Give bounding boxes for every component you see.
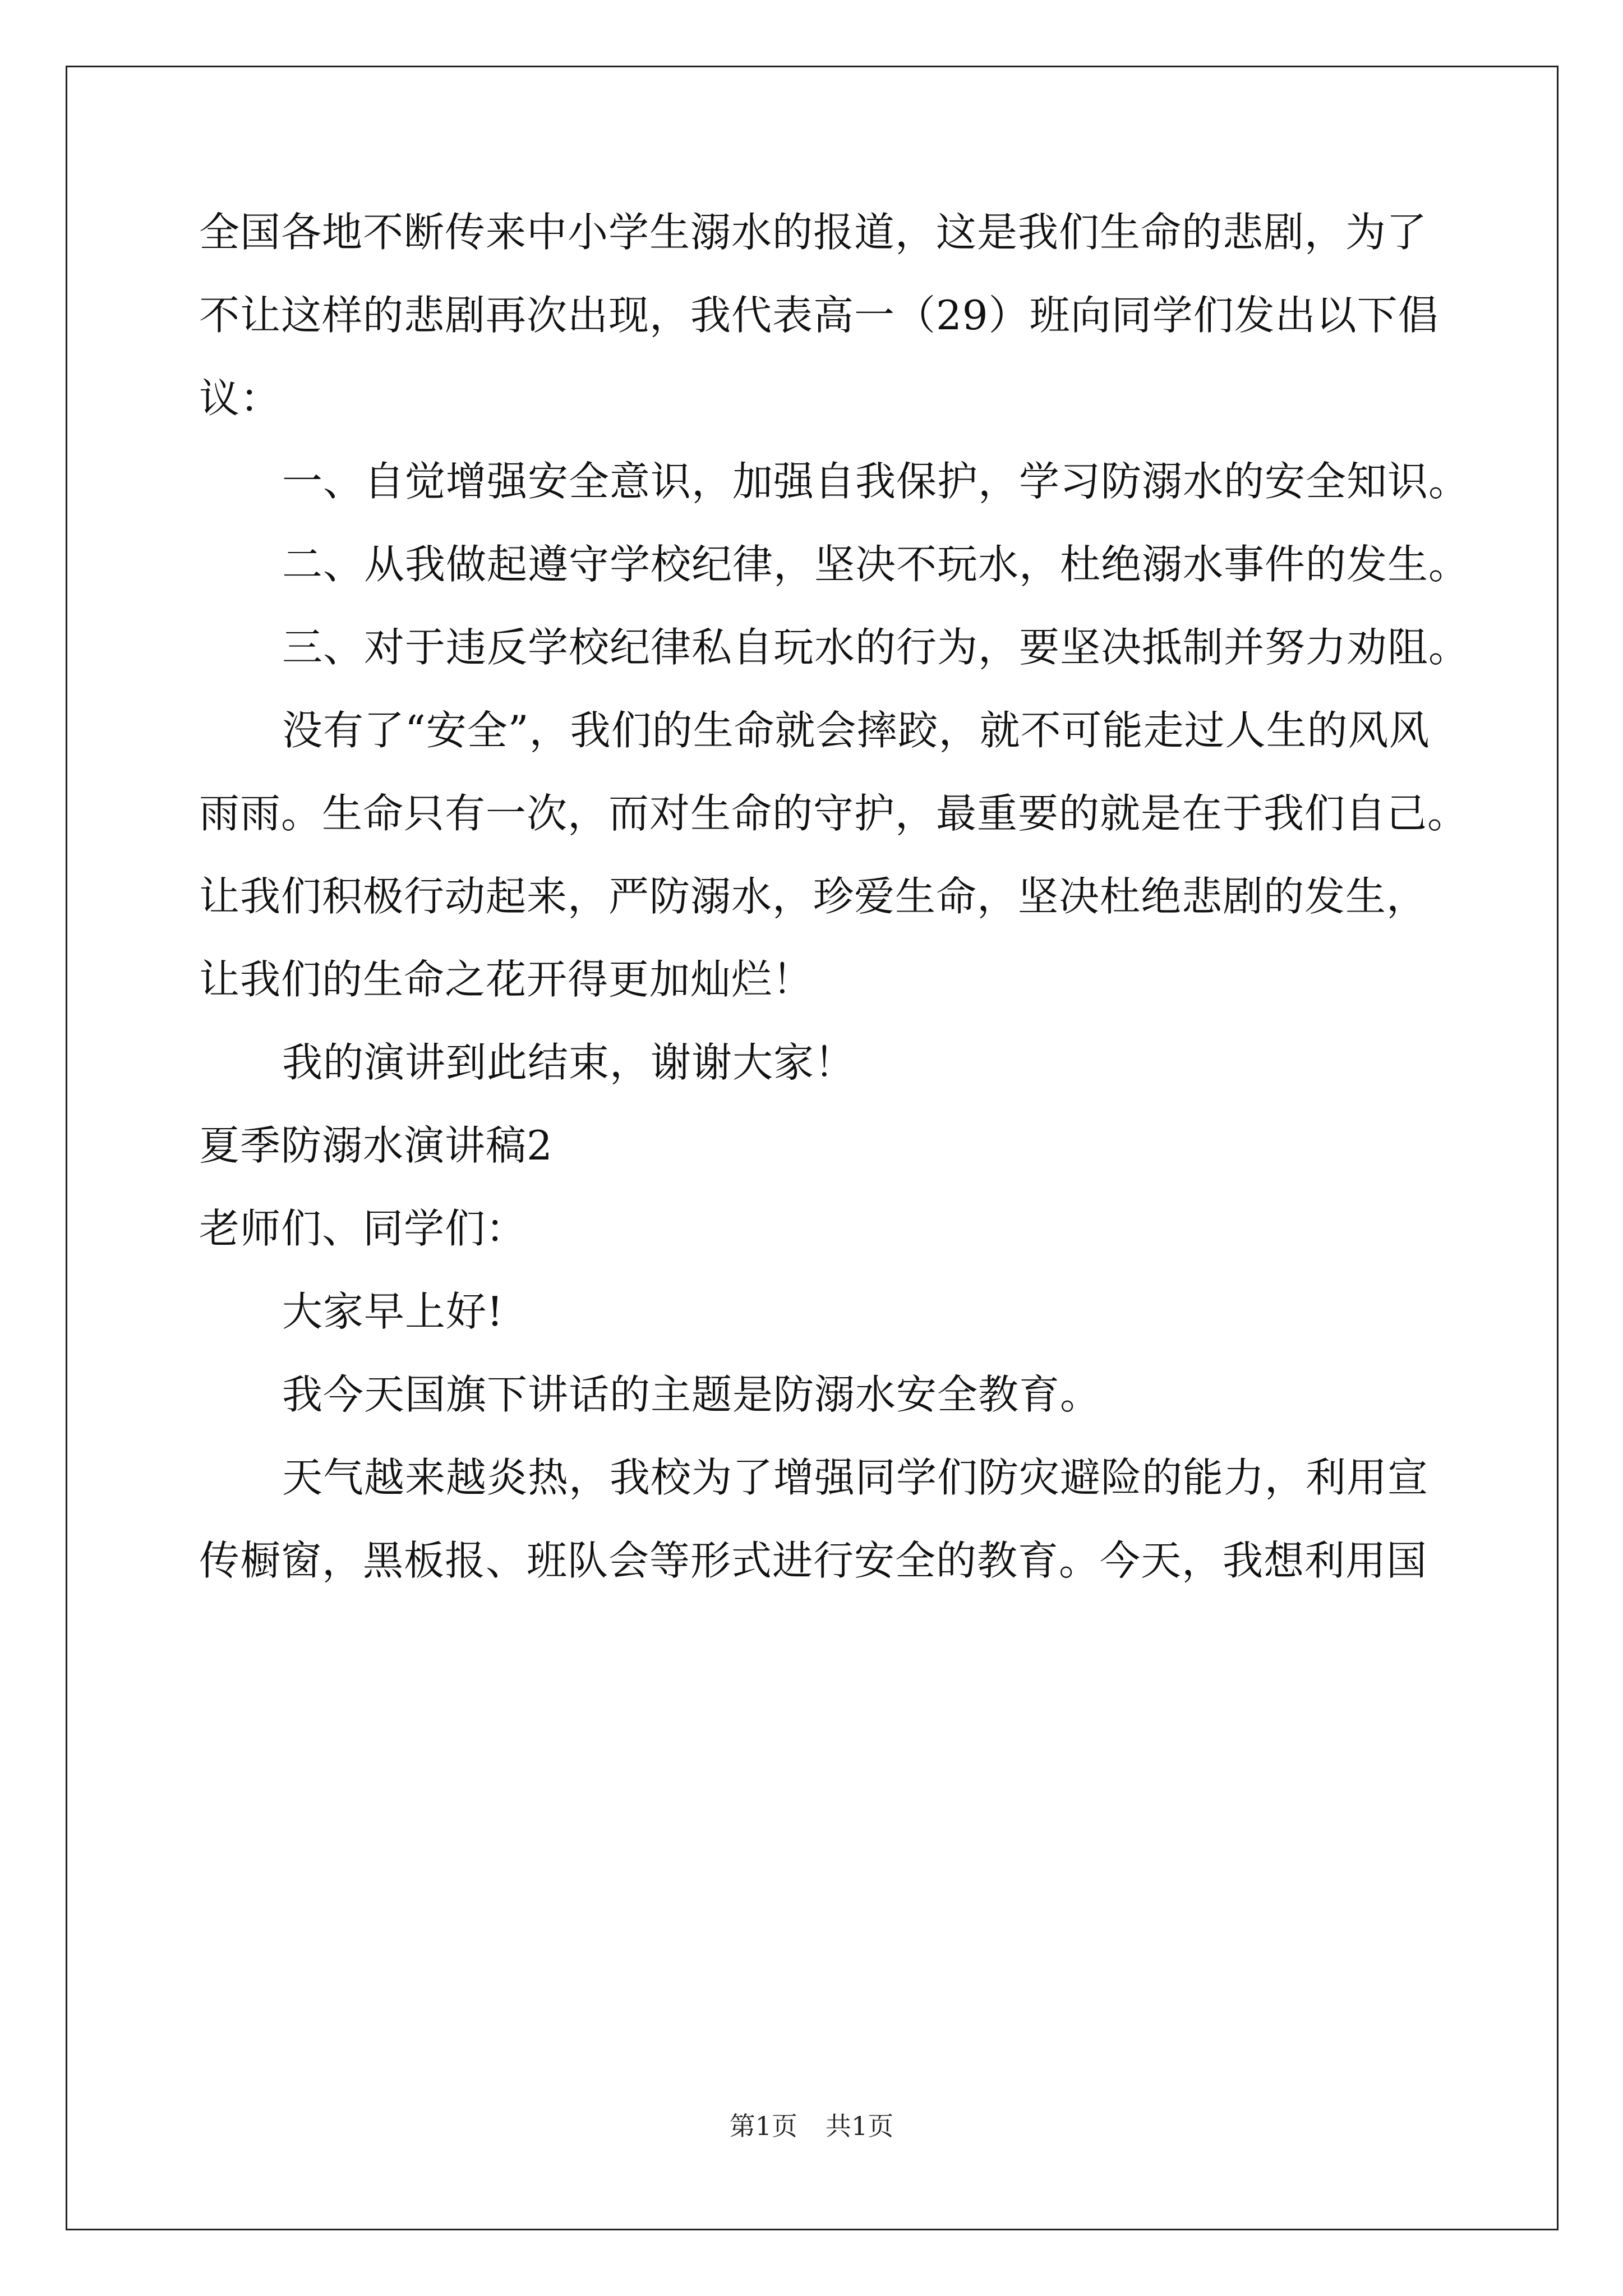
proposal-item-3: 三、对于违反学校纪律私自玩水的行为，要坚决抵制并努力劝阻。 — [282, 624, 1470, 671]
paragraph-line: 我今天国旗下讲话的主题是防溺水安全教育。 — [282, 1371, 1101, 1418]
document-body — [199, 191, 1470, 1602]
page-footer — [0, 2109, 1623, 2143]
proposal-item-1: 一、自觉增强安全意识，加强自我保护，学习防溺水的安全知识。 — [282, 458, 1470, 505]
paragraph-line: 不让这样的悲剧再次出现，我代表高一（29）班向同学们发出以下倡 — [199, 292, 1439, 339]
paragraph-line: 雨雨。生命只有一次，而对生命的守护，最重要的就是在于我们自己。 — [199, 790, 1469, 837]
paragraph-line: 议： — [199, 375, 282, 422]
paragraph-line: 让我们的生命之花开得更加灿烂！ — [199, 956, 814, 1003]
paragraph-line: 全国各地不断传来中小学生溺水的报道，这是我们生命的悲剧，为了 — [199, 209, 1428, 256]
section-title: 夏季防溺水演讲稿2 — [199, 1122, 553, 1169]
closing-line: 我的演讲到此结束，谢谢大家！ — [282, 1039, 856, 1086]
proposal-item-2: 二、从我做起遵守学校纪律，坚决不玩水，杜绝溺水事件的发生。 — [282, 541, 1470, 588]
greeting: 大家早上好! — [282, 1288, 504, 1335]
paragraph-line: 传橱窗，黑板报、班队会等形式进行安全的教育。今天，我想利用国 — [199, 1537, 1428, 1584]
paragraph-line: 没有了“安全”，我们的生命就会摔跤，就不可能走过人生的风风 — [282, 707, 1430, 754]
paragraph-line: 让我们积极行动起来，严防溺水，珍爱生命，坚决杜绝悲剧的发生， — [199, 873, 1428, 920]
salutation: 老师们、同学们： — [199, 1205, 527, 1252]
page-total: 共1页 — [826, 2111, 894, 2141]
page-number: 第1页 — [729, 2111, 797, 2141]
paragraph-line: 天气越来越炎热，我校为了增强同学们防灾避险的能力，利用宣 — [282, 1454, 1429, 1501]
